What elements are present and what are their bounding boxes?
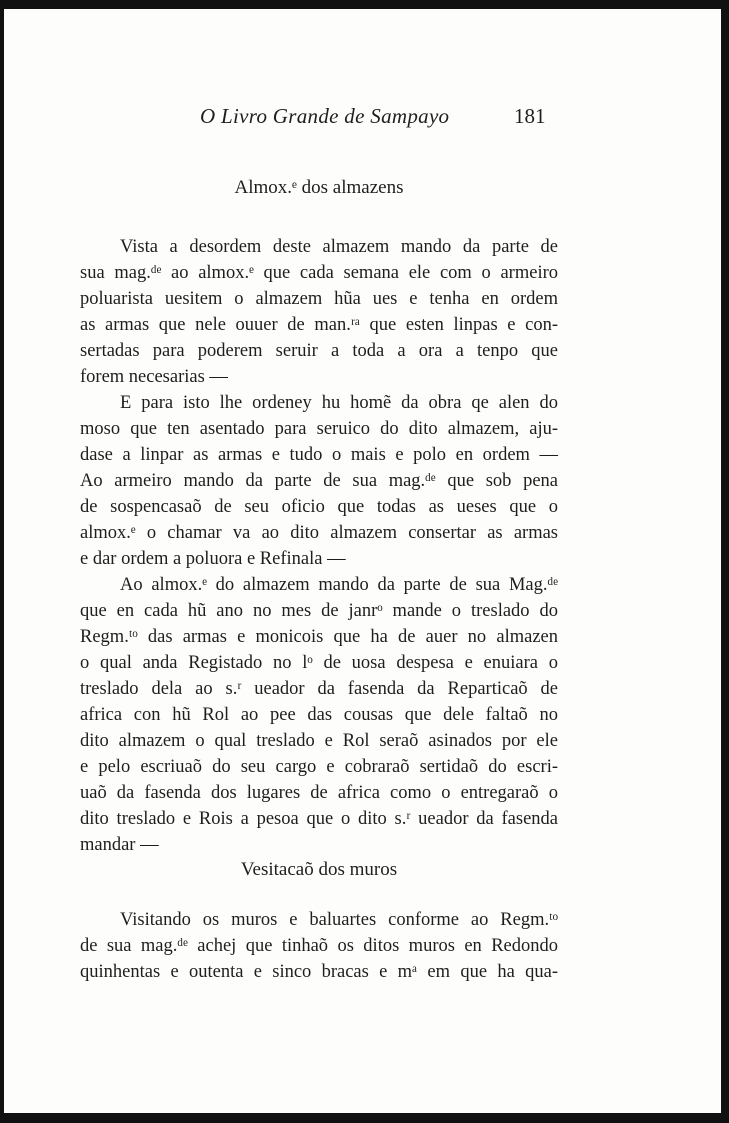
text-line: sua mag.ᵈᵉ ao almox.ᵉ que cada semana ele com o armeiro: [80, 263, 558, 283]
text-line: dase a linpar as armas e tudo o mais e polo en ordem —: [80, 445, 558, 465]
text-line: treslado dela ao s.ʳ ueador da fasenda da Reparticaõ de: [80, 679, 558, 699]
text-line: quinhentas e outenta e sinco bracas e mᵃ em que ha qua-: [80, 962, 558, 982]
text-line: moso que ten asentado para seruico do dito almazem, aju-: [80, 419, 558, 439]
text-line: e dar ordem a poluora e Refinala —: [80, 549, 346, 569]
text-line: dito almazem o qual treslado e Rol seraõ asinados por ele: [80, 731, 558, 751]
text-line: de sua mag.ᵈᵉ achej que tinhaõ os ditos muros en Redondo: [80, 936, 558, 956]
section-heading-almoxarife: Almox.ᵉ dos almazens: [234, 177, 404, 198]
text-line: Visitando os muros e baluartes conforme ao Regm.ᵗᵒ: [120, 910, 558, 930]
running-head: [4, 104, 721, 134]
text-line: africa con hũ Rol ao pee das cousas que dele faltaõ no: [80, 705, 558, 725]
text-line: de sospencasaõ de seu oficio que todas as ueses que o: [80, 497, 558, 517]
text-line: que en cada hũ ano no mes de janrᵒ mande o treslado do: [80, 601, 558, 621]
text-line: mandar —: [80, 835, 159, 855]
section-heading-vesitacao: Vesitacaõ dos muros: [240, 859, 398, 880]
running-title: O Livro Grande de Sampayo: [200, 104, 450, 128]
text-line: o qual anda Registado no lᵒ de uosa despesa e enuiara o: [80, 653, 558, 673]
text-line: Ao almox.ᵉ do almazem mando da parte de sua Mag.ᵈᵉ: [120, 575, 558, 595]
page-number: 181: [514, 104, 546, 128]
text-line: almox.ᵉ o chamar va ao dito almazem consertar as armas: [80, 523, 558, 543]
text-line: sertadas para poderem seruir a toda a ora a tenpo que: [80, 341, 558, 361]
text-line: e pelo escriuaõ do seu cargo e cobraraõ sertidaõ do escri-: [80, 757, 558, 777]
text-line: Vista a desordem deste almazem mando da parte de: [120, 237, 558, 257]
text-line: dito treslado e Rois a pesoa que o dito s.ʳ ueador da fasenda: [80, 809, 558, 829]
text-line: forem necesarias —: [80, 367, 228, 387]
text-line: Ao armeiro mando da parte de sua mag.ᵈᵉ que sob pena: [80, 471, 558, 491]
text-line: Regm.ᵗᵒ das armas e monicois que ha de auer no almazen: [80, 627, 558, 647]
text-line: E para isto lhe ordeney hu homẽ da obra qe alen do: [120, 393, 558, 413]
text-line: as armas que nele ouuer de man.ʳᵃ que esten linpas e con-: [80, 315, 558, 335]
text-line: uaõ da fasenda dos lugares de africa como o entregaraõ o: [80, 783, 558, 803]
text-line: poluarista uesitem o almazem hũa ues e tenha en ordem: [80, 289, 558, 309]
